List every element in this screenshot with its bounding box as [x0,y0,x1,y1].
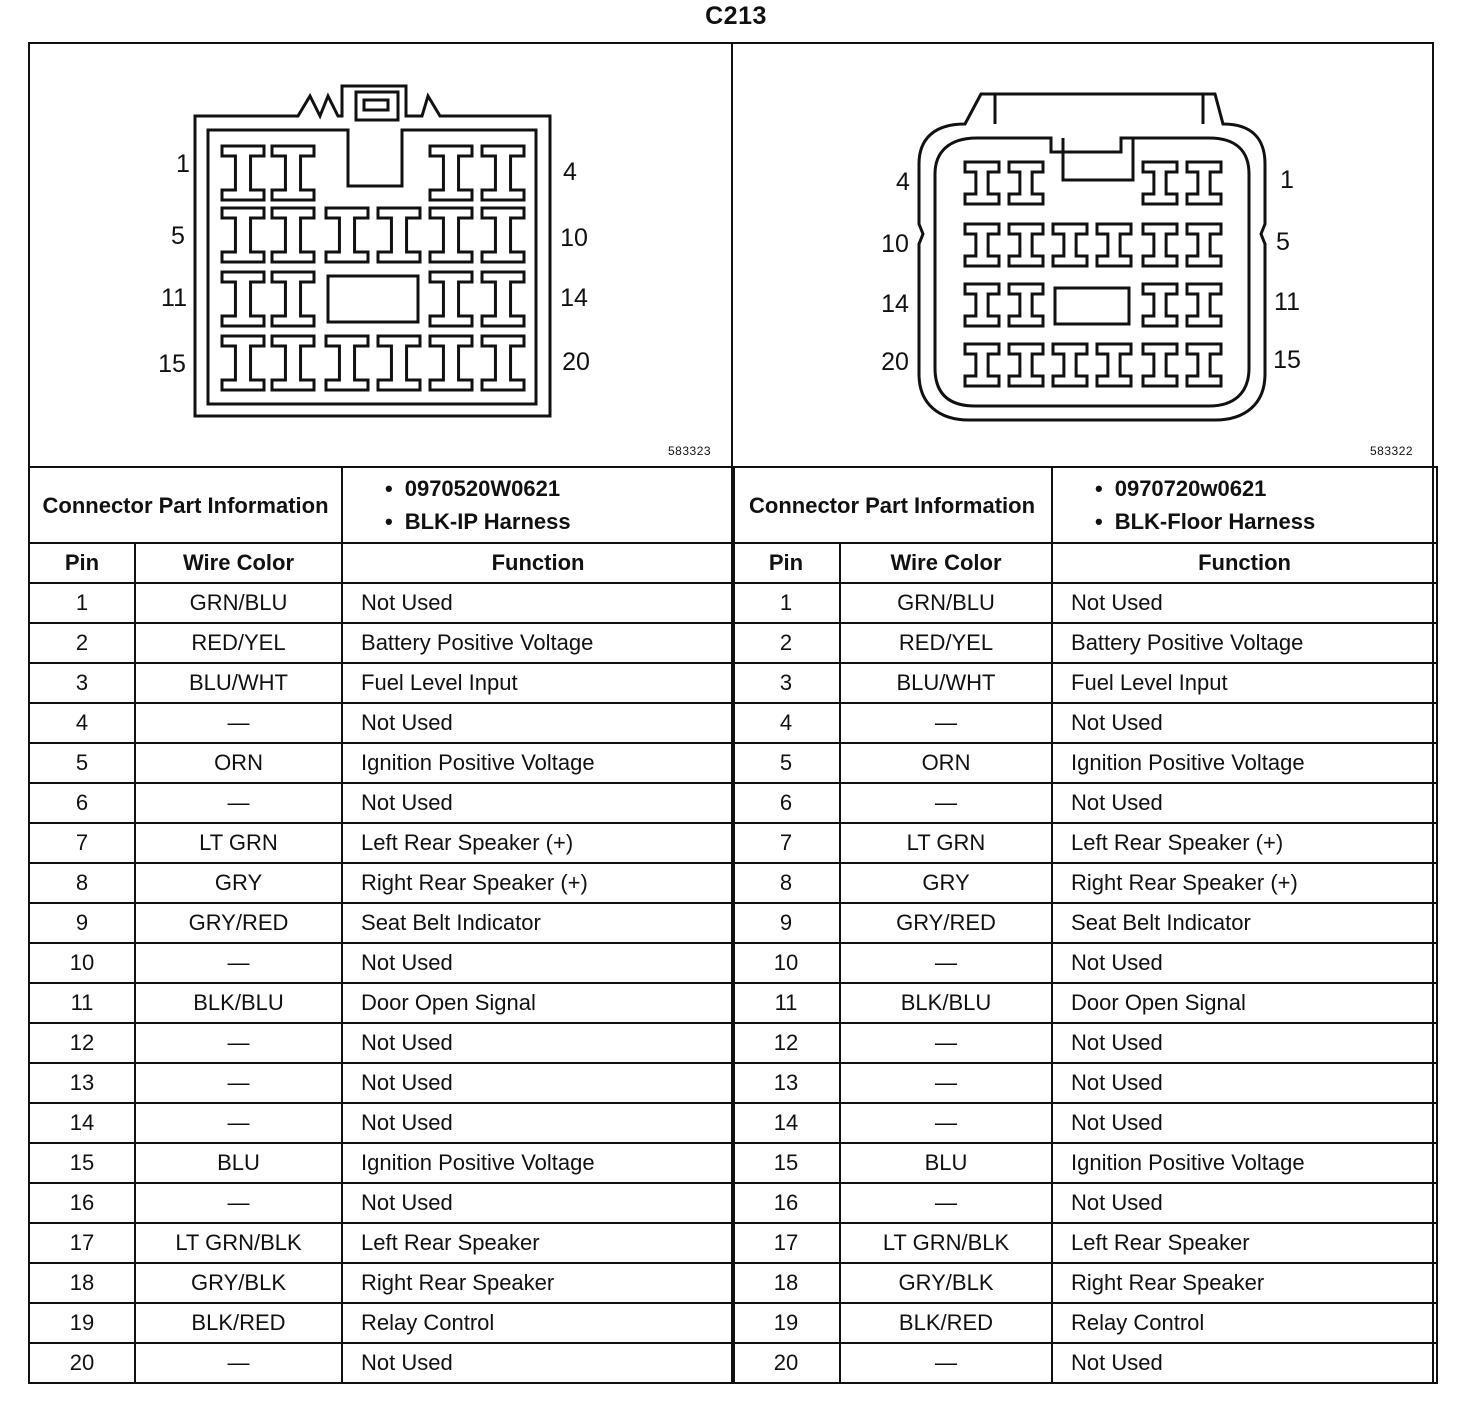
function-cell: Not Used [1052,1343,1437,1383]
terminal-cavity [1053,344,1087,386]
wire-color-cell: RED/YEL [135,623,342,663]
table-row [732,1263,1437,1303]
pin-label-11: 11 [161,284,187,312]
pin-cell: 15 [732,1143,840,1183]
pin-label-4: 4 [896,168,910,196]
wire-color-cell: GRY/RED [840,903,1052,943]
function-cell: Door Open Signal [1052,983,1437,1023]
left-pinout-table [28,466,735,1384]
pin-cell: 20 [29,1343,135,1383]
left-connector-panel [30,44,731,466]
pin-cell: 6 [732,783,840,823]
wire-color-cell: — [135,1343,342,1383]
wire-color-cell: — [135,703,342,743]
terminal-cavity [482,146,524,200]
pin-label-10: 10 [560,224,588,252]
terminal-cavity [272,336,314,390]
wire-color-cell: — [840,703,1052,743]
table-row [29,943,734,983]
left-figure-id: 583323 [668,444,712,458]
terminal-cavity [272,208,314,262]
terminal-cavity [1187,224,1221,266]
pin-cell: 16 [29,1183,135,1223]
pin-cell: 12 [29,1023,135,1063]
harness-name: • BLK-Floor Harness [1095,505,1436,538]
terminal-cavity [378,208,420,262]
function-cell: Not Used [1052,1183,1437,1223]
pin-label-10: 10 [881,230,909,258]
pin-cell: 16 [732,1183,840,1223]
wire-color-cell: GRY/BLK [840,1263,1052,1303]
terminal-cavity [1143,162,1177,204]
table-row [732,1223,1437,1263]
table-row [732,943,1437,983]
function-cell: Right Rear Speaker (+) [342,863,734,903]
header-row [732,543,1437,583]
terminal-cavity [222,336,264,390]
table-row [29,863,734,903]
pin-label-1: 1 [176,150,190,178]
function-cell: Not Used [342,1103,734,1143]
table-row [29,983,734,1023]
function-cell: Not Used [342,1023,734,1063]
pin-label-14: 14 [881,290,909,318]
pin-cell: 11 [29,983,135,1023]
function-cell: Not Used [1052,943,1437,983]
pin-cell: 5 [29,743,135,783]
table-row [29,1023,734,1063]
wire-color-cell: GRY [135,863,342,903]
function-cell: Right Rear Speaker [342,1263,734,1303]
table-row [29,1063,734,1103]
pin-cell: 6 [29,783,135,823]
table-row [732,823,1437,863]
wire-color-cell: LT GRN/BLK [135,1223,342,1263]
wire-color-cell: BLK/RED [840,1303,1052,1343]
pin-cell: 2 [732,623,840,663]
terminal-cavity [430,336,472,390]
terminal-cavity [1009,344,1043,386]
right-connector-drawing [733,44,1434,466]
wire-color-cell: RED/YEL [840,623,1052,663]
function-cell: Not Used [1052,1103,1437,1143]
terminal-cavity [1187,344,1221,386]
terminal-cavity [1009,162,1043,204]
terminal-cavity [222,208,264,262]
pin-cell: 14 [732,1103,840,1143]
terminal-cavity [482,336,524,390]
table-row [732,863,1437,903]
function-cell: Not Used [1052,783,1437,823]
function-cell: Not Used [342,943,734,983]
function-cell: Battery Positive Voltage [342,623,734,663]
pin-cell: 3 [29,663,135,703]
wire-color-cell: LT GRN [840,823,1052,863]
wire-color-cell: — [135,1063,342,1103]
function-cell: Not Used [1052,1023,1437,1063]
terminal-cavity [272,146,314,200]
wire-color-cell: BLU/WHT [840,663,1052,703]
terminal-cavity [965,284,999,326]
part-number: • 0970720w0621 [1095,472,1436,505]
wire-color-cell: BLK/RED [135,1303,342,1343]
wire-color-cell: GRY/BLK [135,1263,342,1303]
function-cell: Not Used [1052,1063,1437,1103]
function-cell: Relay Control [342,1303,734,1343]
part-info-list [1052,467,1437,543]
table-row [732,623,1437,663]
terminal-cavity [326,208,368,262]
part-number: • 0970520W0621 [385,472,733,505]
terminal-cavity [430,272,472,326]
function-cell: Not Used [1052,583,1437,623]
wire-color-cell: BLU/WHT [135,663,342,703]
pin-cell: 8 [29,863,135,903]
pin-cell: 19 [732,1303,840,1343]
terminal-cavity [1143,344,1177,386]
table-row [732,903,1437,943]
pin-cell: 11 [732,983,840,1023]
pin-label-4: 4 [563,158,577,186]
function-cell: Left Rear Speaker (+) [342,823,734,863]
table-row [732,983,1437,1023]
terminal-cavity [430,208,472,262]
connector-title: C213 [705,2,767,30]
pin-label-5: 5 [1276,228,1290,256]
function-cell: Ignition Positive Voltage [342,743,734,783]
function-cell: Battery Positive Voltage [1052,623,1437,663]
terminal-cavity [430,146,472,200]
terminal-cavity [965,162,999,204]
pin-label-11: 11 [1274,288,1300,316]
wire-color-cell: — [135,943,342,983]
wire-color-cell: LT GRN [135,823,342,863]
table-row [732,663,1437,703]
pin-label-14: 14 [560,284,588,312]
function-cell: Left Rear Speaker [1052,1223,1437,1263]
part-info-row [732,467,1437,543]
table-row [29,1343,734,1383]
terminal-cavity [1187,162,1221,204]
pin-cell: 9 [732,903,840,943]
pin-header: Pin [29,543,135,583]
terminal-cavity [1053,224,1087,266]
table-row [29,703,734,743]
wire-color-cell: GRN/BLU [135,583,342,623]
function-cell: Not Used [342,1343,734,1383]
terminal-cavity [965,224,999,266]
pin-cell: 12 [732,1023,840,1063]
function-cell: Right Rear Speaker [1052,1263,1437,1303]
pin-cell: 9 [29,903,135,943]
connector-part-info-label: Connector Part Information [29,467,342,543]
table-row [29,583,734,623]
pin-cell: 7 [29,823,135,863]
wire-color-cell: — [135,783,342,823]
pin-cell: 1 [732,583,840,623]
terminal-cavity [1143,224,1177,266]
pin-label-5: 5 [171,222,185,250]
function-cell: Door Open Signal [342,983,734,1023]
table-row [732,583,1437,623]
wire-color-cell: — [840,783,1052,823]
pin-cell: 18 [29,1263,135,1303]
pin-label-20: 20 [562,348,590,376]
wire-color-header: Wire Color [840,543,1052,583]
function-cell: Not Used [342,583,734,623]
wire-color-cell: — [135,1023,342,1063]
pin-label-15: 15 [158,350,186,378]
table-row [732,1143,1437,1183]
pin-cell: 2 [29,623,135,663]
function-cell: Fuel Level Input [1052,663,1437,703]
terminal-cavity [222,146,264,200]
table-row [29,1223,734,1263]
terminal-cavity [222,272,264,326]
part-info-row [29,467,734,543]
pin-cell: 1 [29,583,135,623]
table-row [732,783,1437,823]
function-cell: Not Used [342,1063,734,1103]
wire-color-cell: BLK/BLU [840,983,1052,1023]
function-cell: Relay Control [1052,1303,1437,1343]
pin-cell: 14 [29,1103,135,1143]
table-row [732,1183,1437,1223]
wire-color-cell: BLU [135,1143,342,1183]
pin-cell: 17 [29,1223,135,1263]
function-cell: Not Used [342,703,734,743]
table-row [732,1343,1437,1383]
harness-name: • BLK-IP Harness [385,505,733,538]
table-row [29,783,734,823]
terminal-cavity [326,336,368,390]
pin-cell: 10 [29,943,135,983]
pin-cell: 18 [732,1263,840,1303]
table-row [29,903,734,943]
terminal-cavity [1009,224,1043,266]
table-row [29,743,734,783]
right-pinout-table [731,466,1438,1384]
function-cell: Fuel Level Input [342,663,734,703]
pin-cell: 4 [29,703,135,743]
wire-color-cell: — [840,1183,1052,1223]
table-row [732,743,1437,783]
wire-color-cell: — [840,1023,1052,1063]
table-row [29,623,734,663]
right-connector-panel [733,44,1434,466]
wire-color-cell: — [135,1183,342,1223]
wire-color-cell: LT GRN/BLK [840,1223,1052,1263]
function-header: Function [1052,543,1437,583]
wire-color-cell: ORN [840,743,1052,783]
table-row [29,1143,734,1183]
function-header: Function [342,543,734,583]
terminal-cavity [965,344,999,386]
table-row [29,1103,734,1143]
wire-color-cell: BLU [840,1143,1052,1183]
table-row [732,1103,1437,1143]
table-row [732,703,1437,743]
pin-cell: 13 [732,1063,840,1103]
pin-cell: 19 [29,1303,135,1343]
function-cell: Seat Belt Indicator [342,903,734,943]
function-cell: Seat Belt Indicator [1052,903,1437,943]
terminal-cavity [1097,344,1131,386]
wire-color-cell: GRY [840,863,1052,903]
function-cell: Ignition Positive Voltage [1052,743,1437,783]
function-cell: Right Rear Speaker (+) [1052,863,1437,903]
wire-color-cell: — [840,1103,1052,1143]
terminal-cavity [378,336,420,390]
function-cell: Not Used [342,1183,734,1223]
table-row [29,1263,734,1303]
table-row [29,1303,734,1343]
pin-label-1: 1 [1280,166,1294,194]
pin-cell: 8 [732,863,840,903]
terminal-cavity [482,272,524,326]
terminal-cavity [1143,284,1177,326]
terminal-cavity [1187,284,1221,326]
pin-cell: 3 [732,663,840,703]
function-cell: Not Used [342,783,734,823]
left-connector-drawing [30,44,731,466]
wire-color-cell: GRY/RED [135,903,342,943]
pin-cell: 15 [29,1143,135,1183]
wire-color-cell: GRN/BLU [840,583,1052,623]
function-cell: Left Rear Speaker [342,1223,734,1263]
table-row [732,1063,1437,1103]
wire-color-cell: — [840,1063,1052,1103]
table-row [732,1023,1437,1063]
right-figure-id: 583322 [1370,444,1414,458]
connector-part-info-label: Connector Part Information [732,467,1052,543]
function-cell: Left Rear Speaker (+) [1052,823,1437,863]
pin-header: Pin [732,543,840,583]
wire-color-header: Wire Color [135,543,342,583]
terminal-cavity [1009,284,1043,326]
table-row [29,1183,734,1223]
table-row [29,823,734,863]
wire-color-cell: — [840,1343,1052,1383]
pin-cell: 13 [29,1063,135,1103]
pin-cell: 10 [732,943,840,983]
function-cell: Not Used [1052,703,1437,743]
terminal-cavity [482,208,524,262]
terminal-cavity [1097,224,1131,266]
function-cell: Ignition Positive Voltage [1052,1143,1437,1183]
table-row [732,1303,1437,1343]
pin-cell: 20 [732,1343,840,1383]
wire-color-cell: ORN [135,743,342,783]
header-row [29,543,734,583]
pin-label-20: 20 [881,348,909,376]
part-info-list [342,467,734,543]
terminal-cavity [272,272,314,326]
pin-cell: 7 [732,823,840,863]
pin-label-15: 15 [1273,346,1301,374]
wire-color-cell: — [135,1103,342,1143]
table-row [29,663,734,703]
pin-cell: 17 [732,1223,840,1263]
function-cell: Ignition Positive Voltage [342,1143,734,1183]
wire-color-cell: — [840,943,1052,983]
pin-cell: 5 [732,743,840,783]
wire-color-cell: BLK/BLU [135,983,342,1023]
pin-cell: 4 [732,703,840,743]
